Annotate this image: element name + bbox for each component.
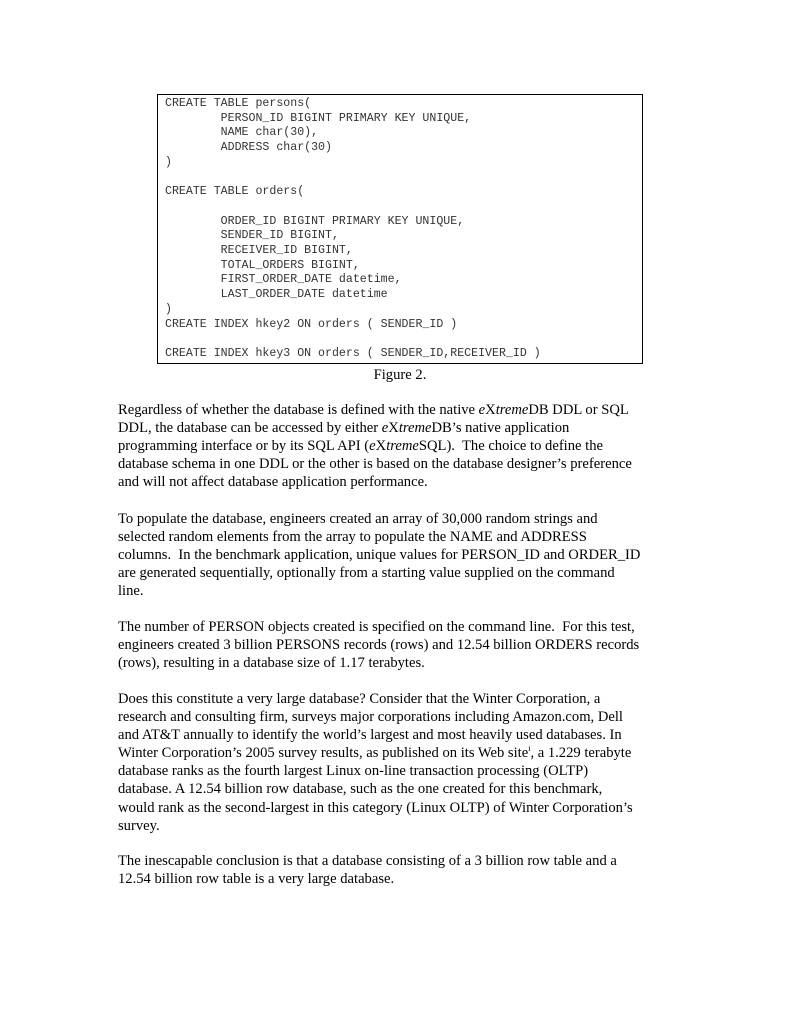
text-line: would rank as the second-largest in this category (Linux OLTP) of Winter Corporation’s (118, 799, 633, 816)
text-line: Does this constitute a very large database? Consider that the Winter Corporation, a (118, 691, 601, 707)
text-line: and AT&T annually to identify the world’s largest and most heavily used databases. In (118, 727, 622, 744)
code-line: CREATE TABLE persons( (165, 97, 312, 110)
text-line: (rows), resulting in a database size of 1.17 terabytes. (118, 655, 425, 672)
code-line: ADDRESS char(30) (165, 141, 332, 155)
code-line: TOTAL_ORDERS BIGINT, (165, 258, 360, 272)
code-line: RECEIVER_ID BIGINT, (165, 244, 353, 257)
paragraph-records (118, 618, 718, 672)
text-line: The number of PERSON objects created is specified on the command line. For this test, (118, 619, 635, 635)
paragraph-populate (118, 510, 718, 600)
text-line: database schema in one DDL or the other is based on the database designer’s preference (118, 456, 632, 473)
text-line: research and consulting firm, surveys major corporations including Amazon.com, Dell (118, 709, 623, 726)
text-line: engineers created 3 billion PERSONS records (rows) and 12.54 billion ORDERS records (118, 637, 640, 654)
text-line: database. A 12.54 billion row database, such as the one created for this benchmark, (118, 781, 603, 798)
code-line: CREATE INDEX hkey2 ON orders ( SENDER_ID ) (165, 317, 458, 331)
paragraph-large-database (118, 690, 718, 835)
text-line: programming interface or by its SQL API (eXtremeSQL). The choice to define the (118, 438, 603, 455)
text-line: and will not affect database application performance. (118, 474, 428, 491)
paragraph-ddl (118, 401, 718, 491)
text-line: The inescapable conclusion is that a database consisting of a 3 billion row table and a (118, 853, 617, 869)
code-line: CREATE INDEX hkey3 ON orders ( SENDER_ID,RECEIVER_ID ) (165, 346, 541, 360)
text-line: 12.54 billion row table is a very large database. (118, 871, 395, 888)
text-line: Winter Corporation’s 2005 survey results, as published on its Web site$^i$, a 1.229 terabyte (118, 744, 632, 762)
code-line: NAME char(30), (165, 126, 319, 140)
code-line: PERSON_ID BIGINT PRIMARY KEY UNIQUE, (165, 111, 472, 125)
text-line: Regardless of whether the database is defined with the native eXtremeDB DDL or SQL (118, 402, 629, 418)
code-line: SENDER_ID BIGINT, (165, 229, 339, 243)
code-line: LAST_ORDER_DATE datetime (165, 288, 388, 302)
code-line: FIRST_ORDER_DATE datetime, (165, 273, 402, 287)
code-line: ) (165, 302, 172, 316)
footnote-marker[interactable]: i (528, 744, 531, 754)
text-line: line. (118, 583, 144, 600)
text-line: database ranks as the fourth largest Linux on-line transaction processing (OLTP) (118, 763, 589, 780)
code-figure-box (157, 94, 643, 364)
text-line: selected random elements from the array to populate the NAME and ADDRESS (118, 529, 587, 546)
text-line: To populate the database, engineers created an array of 30,000 random strings and (118, 511, 598, 527)
text-line: are generated sequentially, optionally from a starting value supplied on the command (118, 565, 615, 582)
code-line: ) (165, 155, 172, 169)
code-line: ORDER_ID BIGINT PRIMARY KEY UNIQUE, (165, 214, 465, 228)
text-line: DDL, the database can be accessed by either eXtremeDB’s native application (118, 420, 570, 437)
code-line: CREATE TABLE orders( (165, 185, 305, 199)
text-line: survey. (118, 817, 160, 834)
text-line: columns. In the benchmark application, unique values for PERSON_ID and ORDER_ID (118, 547, 641, 564)
paragraph-conclusion (118, 852, 718, 888)
figure-caption: Figure 2. (373, 367, 427, 383)
